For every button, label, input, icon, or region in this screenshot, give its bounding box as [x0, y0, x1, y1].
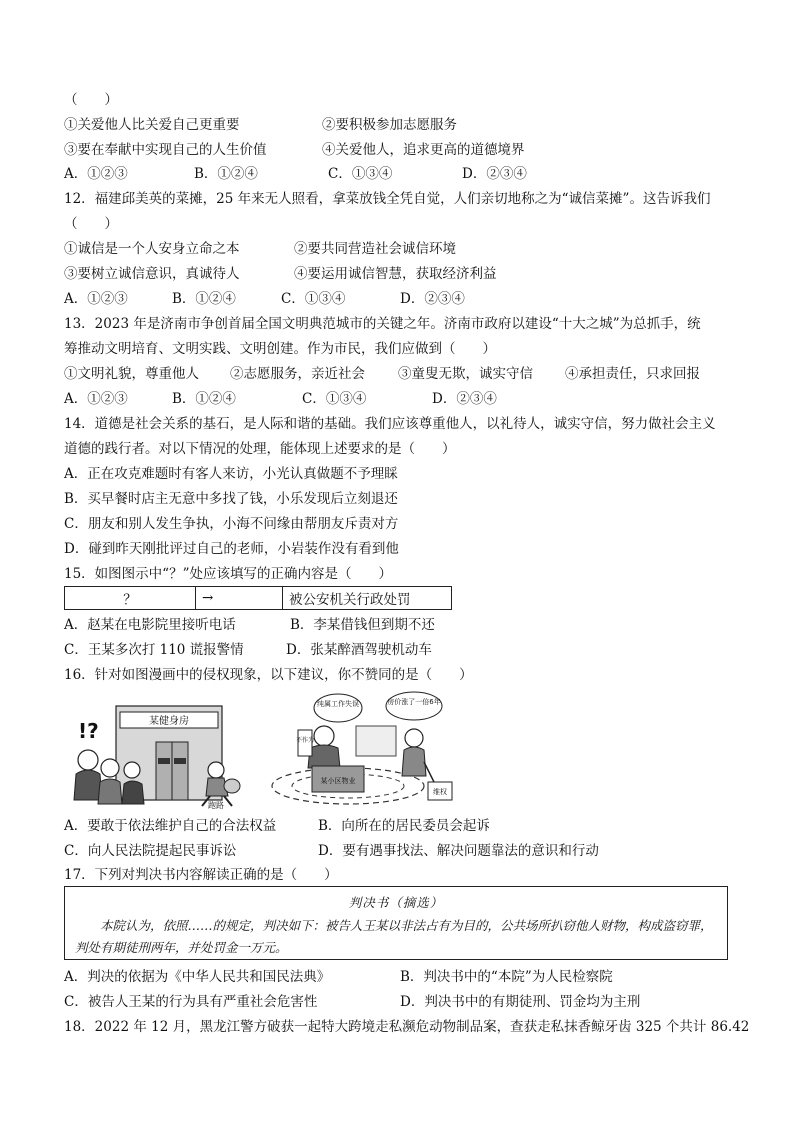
q15-cell-question: ？	[65, 587, 196, 610]
q15-diagram-table	[64, 586, 452, 610]
q16-choice-a[interactable]: A．要敢于依法维护自己的合法权益	[64, 818, 277, 834]
q11-option-1: ①关爱他人比关爱自己更重要	[64, 117, 240, 133]
q13-choice-b[interactable]: B．①②④	[172, 391, 236, 407]
q13-stem-line1: 13．2023 年是济南市争创首届全国文明典范城市的关键之年。济南市政府以建设“十大之城”为总抓手，统	[64, 316, 701, 332]
q12-choice-c[interactable]: C．①③④	[281, 291, 346, 307]
q15-stem: 15．如图图示中“？”处应该填写的正确内容是（ ）	[64, 566, 392, 582]
q11-option-3: ③要在奉献中实现自己的人生价值	[64, 142, 267, 158]
q15-cell-arrow: →	[196, 587, 283, 610]
q18-stem: 18．2022 年 12 月，黑龙江警方破获一起特大跨境走私濒危动物制品案，查获走私抹香鲸牙齿 325 个共计 86.42	[64, 1019, 750, 1035]
q16-choice-b[interactable]: B．向所在的居民委员会起诉	[318, 818, 490, 834]
q17-stem: 17．下列对判决书内容解读正确的是（ ）	[64, 867, 338, 883]
q12-choice-d[interactable]: D．②③④	[400, 291, 465, 307]
q12-option-4: ④要运用诚信智慧，获取经济利益	[294, 266, 497, 282]
q11-choice-a[interactable]: A．①②③	[64, 166, 128, 182]
q11-choice-b[interactable]: B．①②④	[194, 166, 258, 182]
q15-cell-result: 被公安机关行政处罚	[283, 587, 452, 610]
confusion-mark: !?	[78, 719, 99, 743]
q11-paren: （ ）	[64, 92, 118, 108]
q14-stem-line1: 14．道德是社会关系的基石，是人际和谐的基础。我们应该尊重他人，以礼待人，诚实守信，努力做社会主义	[64, 416, 716, 432]
q11-choice-d[interactable]: D．②③④	[462, 166, 527, 182]
q13-option-2: ②志愿服务，亲近社会	[230, 366, 365, 382]
running-caption: 跑路	[208, 801, 224, 810]
bubble-text-1: 纯属工作失误	[317, 700, 359, 708]
q11-option-2: ②要积极参加志愿服务	[322, 117, 457, 133]
q12-stem: 12．福建邱美英的菜摊，25 年来无人照看，拿菜放钱全凭自觉，人们亲切地称之为“诚信菜摊”。这告诉我们	[64, 191, 711, 207]
q15-choice-d[interactable]: D．张某醉酒驾驶机动车	[286, 642, 432, 658]
q12-choice-b[interactable]: B．①②④	[172, 291, 236, 307]
q17-choice-a[interactable]: A．判决的依据为《中华人民共和国民法典》	[64, 969, 331, 985]
q14-choice-a[interactable]: A．正在攻克难题时有客人来访，小光认真做题不予理睬	[64, 466, 398, 482]
cartoon-gym-illustration	[66, 692, 242, 810]
q11-choice-c[interactable]: C．①③④	[328, 166, 393, 182]
property-desk-label: 某小区物业	[320, 777, 356, 785]
bubble-text-2: 房价涨了一倍6年	[387, 698, 441, 706]
cartoon-property-illustration	[268, 690, 458, 812]
q16-choice-d[interactable]: D．要有遇事找法、解决问题靠法的意识和行动	[318, 843, 599, 859]
q14-choice-c[interactable]: C．朋友和别人发生争执，小海不问缘由帮朋友斥责对方	[64, 516, 399, 532]
q15-choice-a[interactable]: A．赵某在电影院里接听电话	[64, 617, 236, 633]
q13-choice-d[interactable]: D．②③④	[432, 391, 497, 407]
q12-option-3: ③要树立诚信意识，真诚待人	[64, 266, 240, 282]
q11-option-4: ④关爱他人，追求更高的道德境界	[322, 142, 525, 158]
judgment-body: 本院认为，依照……的规定，判决如下：被告人王某以非法占有为目的，公共场所扒窃他人财物，构成盗窃罪，判处有期徒刑两年，并处罚金一万元。	[75, 918, 713, 955]
q13-option-4: ④承担责任，只求回报	[565, 366, 700, 382]
judgment-title: 判决书（摘选）	[348, 895, 444, 910]
judgment-excerpt-box	[64, 886, 728, 960]
q12-paren: （ ）	[64, 216, 118, 232]
q17-choice-d[interactable]: D．判决书中的有期徒刑、罚金均为主刑	[400, 994, 641, 1010]
q17-choice-c[interactable]: C．被告人王某的行为具有严重社会危害性	[64, 994, 318, 1010]
q13-stem-line2: 筹推动文明培育、文明实践、文明创建。作为市民，我们应做到（ ）	[64, 341, 496, 357]
q16-choice-c[interactable]: C．向人民法院提起民事诉讼	[64, 843, 237, 859]
q17-choice-b[interactable]: B．判决书中的“本院”为人民检察院	[400, 969, 613, 985]
q13-choice-c[interactable]: C．①③④	[302, 391, 367, 407]
gym-sign-text: 某健身房	[149, 716, 189, 727]
q15-choice-c[interactable]: C．王某多次打 110 谎报警情	[64, 642, 244, 658]
q14-choice-d[interactable]: D．碰到昨天刚批评过自己的老师，小岩装作没有看到他	[64, 541, 399, 557]
q15-choice-b[interactable]: B．李某借钱但到期不还	[290, 617, 435, 633]
q13-option-3: ③童叟无欺，诚实守信	[398, 366, 533, 382]
q12-option-1: ①诚信是一个人安身立命之本	[64, 241, 240, 257]
rights-sign-text: 维权	[433, 788, 447, 796]
q12-choice-a[interactable]: A．①②③	[64, 291, 128, 307]
q13-option-1: ①文明礼貌，尊重他人	[64, 366, 199, 382]
q14-choice-b[interactable]: B．买早餐时店主无意中多找了钱，小乐发现后立刻退还	[64, 491, 398, 507]
q16-stem: 16．针对如图漫画中的侵权现象，以下建议，你不赞同的是（ ）	[64, 667, 473, 683]
q13-choice-a[interactable]: A．①②③	[64, 391, 128, 407]
q14-stem-line2: 道德的践行者。对以下情况的处理，能体现上述要求的是（ ）	[64, 441, 456, 457]
q12-option-2: ②要共同营造社会诚信环境	[294, 241, 456, 257]
inaction-sign: 不作为	[295, 737, 315, 744]
